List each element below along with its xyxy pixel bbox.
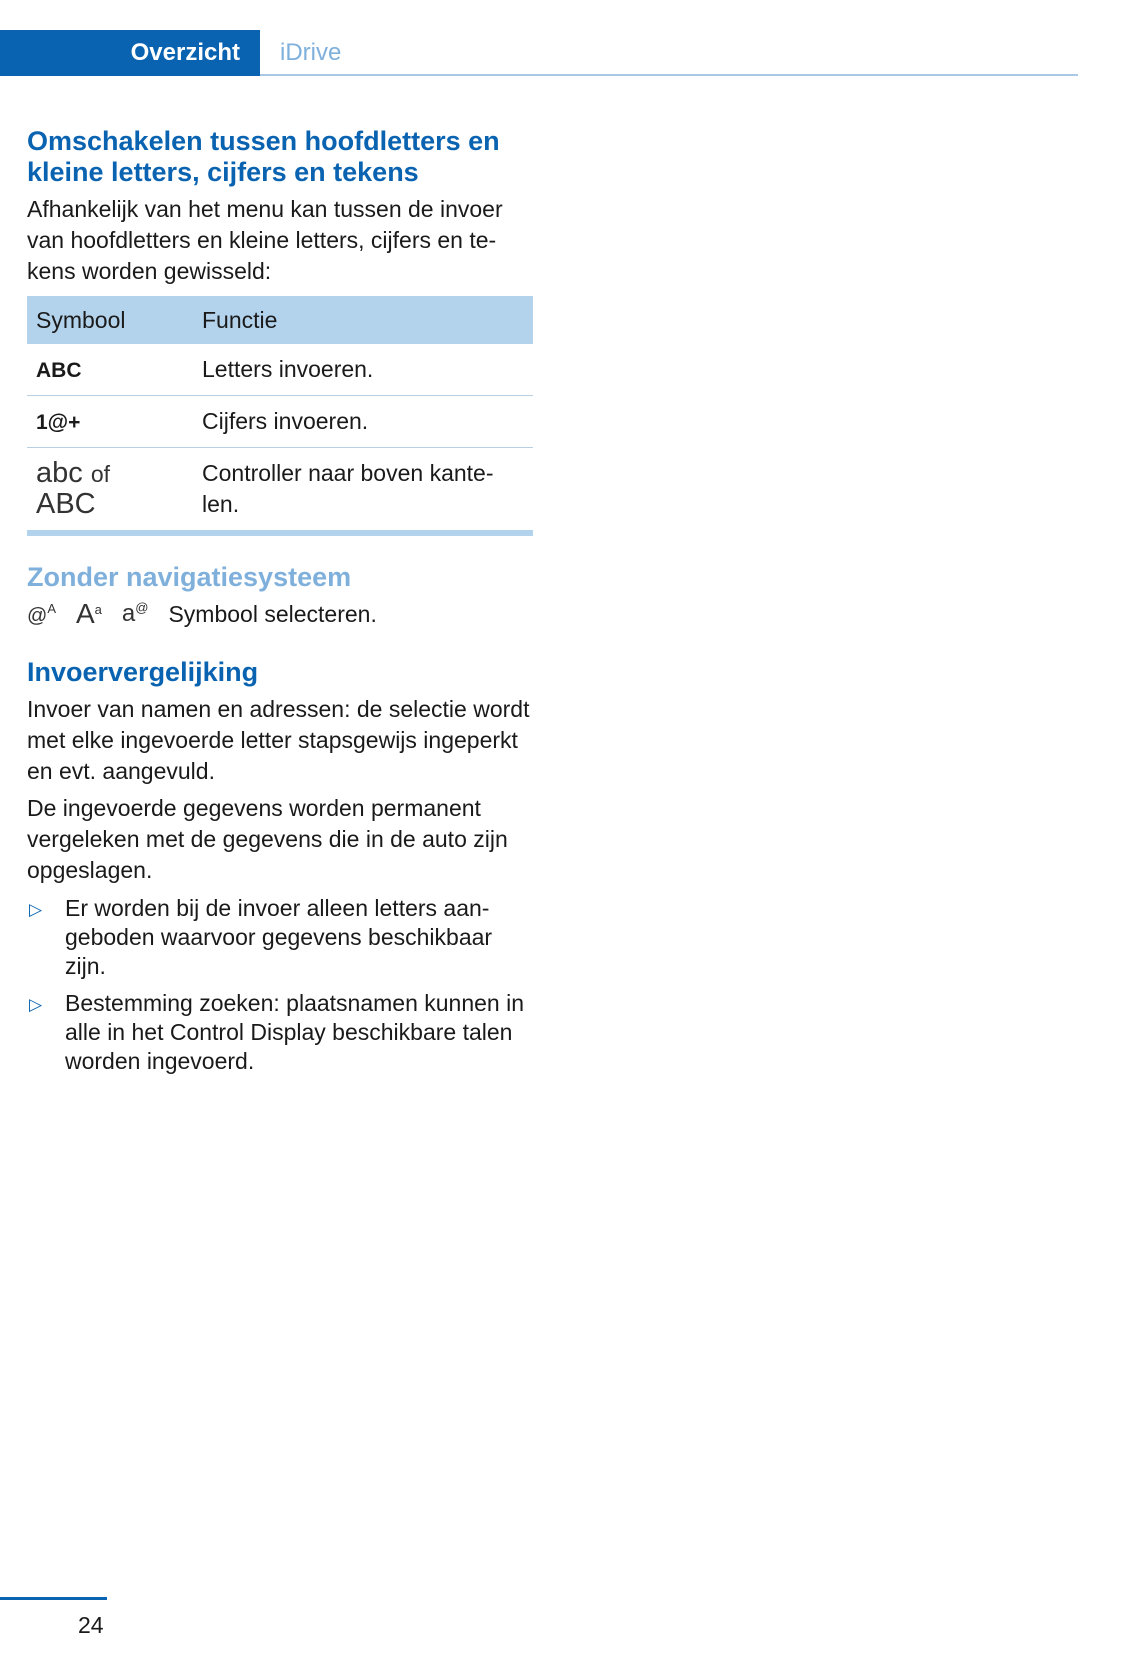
list-item: [27, 894, 537, 981]
list-item-text: Bestemming zoeken: plaatsnamen kunnen in alle in het Control Display beschikbare talen worden ingevoerd.: [65, 990, 525, 1074]
table-row: [27, 448, 533, 534]
at-case-icon: @$^A$: [27, 600, 56, 627]
function-cell: Cijfers invoeren.: [193, 396, 533, 448]
letters-icon: ABC: [36, 359, 82, 382]
section-title-input-comparison: Invoervergelijking: [27, 657, 259, 687]
paragraph: Invoer van namen en adressen: de selectie wordt met elke ingevoerde letter stapsgewijs ingeperkt en evt. aangevuld.: [27, 696, 530, 784]
symbol-table: [27, 296, 533, 536]
lowercase-icon: abc: [36, 457, 83, 489]
bullet-list: [27, 894, 537, 1076]
symbol-cell: [27, 396, 193, 448]
list-item-text: Er worden bij de invoer alleen letters aan-geboden waarvoor gegevens beschikbaar zijn.: [65, 895, 493, 979]
table-row: [27, 396, 533, 448]
section-title-no-navigation: Zonder navigatiesysteem: [27, 562, 352, 592]
tab-overzicht: Overzicht: [0, 30, 260, 76]
footer-divider: [0, 1597, 107, 1600]
symbol-select-row: [27, 597, 537, 631]
triangle-bullet-icon: ▷: [29, 995, 43, 1014]
symbol-cell: [27, 448, 193, 534]
numbers-icon: 1@+: [36, 411, 81, 434]
page-header: [0, 30, 1078, 76]
uppercase-icon: ABC: [36, 488, 96, 520]
page-number: 24: [78, 1612, 104, 1638]
main-content: [27, 126, 537, 1084]
header-divider: [260, 74, 1078, 76]
at-lower-icon: a@: [121, 600, 149, 627]
column-header-function: Functie: [193, 296, 533, 344]
symbol-cell: [27, 344, 193, 396]
table-header-row: [27, 296, 533, 344]
table-row: [27, 344, 533, 396]
function-cell: Controller naar boven kante-len.: [193, 448, 533, 534]
case-switch-icon: [36, 458, 184, 519]
tab-idrive: iDrive: [280, 39, 342, 66]
font-case-icon: $A^a$: [75, 598, 102, 629]
column-header-symbol: Symbool: [27, 296, 193, 344]
or-label: of: [90, 461, 111, 487]
list-item: [27, 989, 537, 1076]
function-cell: Letters invoeren.: [193, 344, 533, 396]
symbol-select-text: Symbool selecteren.: [168, 600, 377, 627]
paragraph: De ingevoerde gegevens worden permanent vergeleken met de gegevens die in de auto zijn opgeslagen.: [27, 795, 508, 883]
section-title-case-switch: Omschakelen tussen hoofdletters en kleine letters, cijfers en tekens: [27, 126, 500, 187]
section-intro: Afhankelijk van het menu kan tussen de invoer van hoofdletters en kleine letters, cijfers en te-kens worden gewisseld:: [27, 196, 503, 284]
triangle-bullet-icon: ▷: [29, 900, 43, 919]
